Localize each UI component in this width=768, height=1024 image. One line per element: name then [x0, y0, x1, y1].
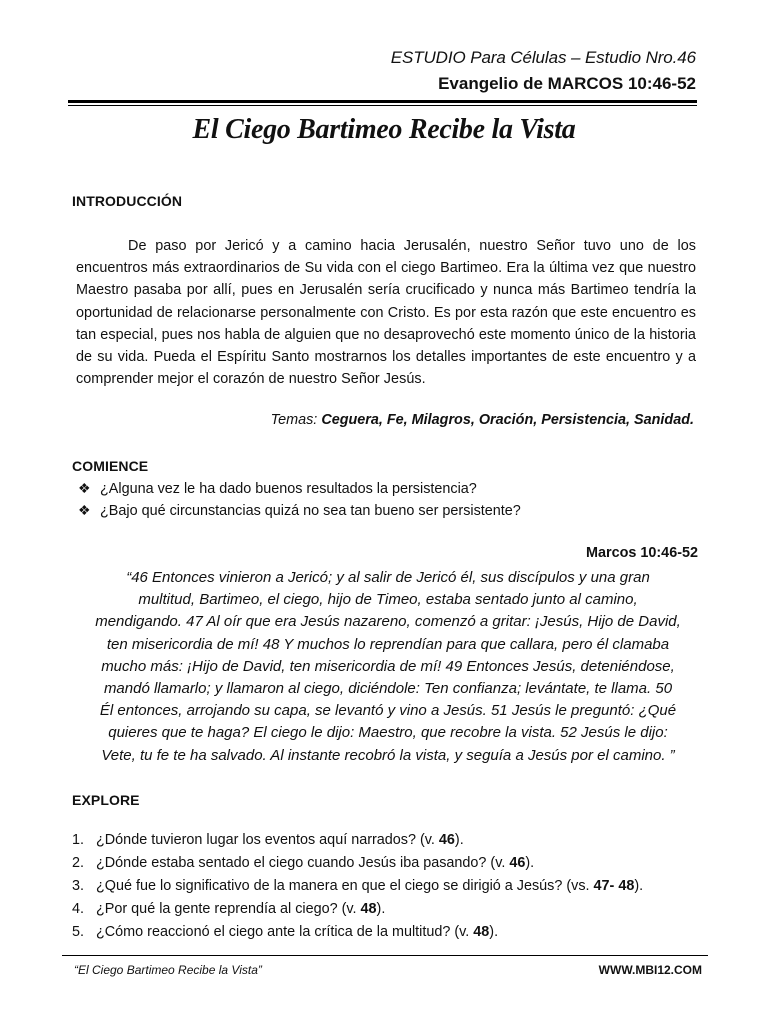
- begin-item-text: ¿Alguna vez le ha dado buenos resultados la persistencia?: [100, 480, 477, 497]
- scripture-line: Él entonces, arrojando su capa, se levantó y vino a Jesús. 51 Jesús le preguntó: ¿Qué: [99, 702, 677, 720]
- scripture-passage: [76, 567, 700, 767]
- question-number: 3.: [72, 878, 85, 894]
- scripture-line: ten misericordia de mí! 48 Y muchos lo reprendían para que callara, pero él clamaba: [106, 635, 670, 653]
- explore-question: [72, 855, 534, 871]
- scripture-reference: Marcos 10:46-52: [586, 545, 698, 561]
- header-rule-thin: [68, 105, 697, 106]
- footer-website: WWW.MBI12.COM: [598, 963, 702, 977]
- question-text: ¿Dónde tuvieron lugar los eventos aquí narrados? (v. 46).: [96, 832, 464, 848]
- header-rule-thick: [68, 100, 697, 103]
- study-series: ESTUDIO Para Células – Estudio Nro.46: [390, 48, 696, 67]
- verse-ref: 48: [473, 924, 490, 940]
- begin-item: [78, 480, 477, 497]
- themes-label: Temas:: [270, 412, 318, 428]
- question-number: 4.: [72, 901, 85, 917]
- scripture-line: mucho más: ¡Hijo de David, ten misericordia de mí! 49 Entonces Jesús, deteniéndose,: [101, 657, 675, 675]
- begin-item: [78, 502, 521, 519]
- question-number: 1.: [72, 832, 85, 848]
- scripture-line: “46 Entonces vinieron a Jericó; y al salir de Jericó él, sus discípulos y una gran: [126, 569, 650, 586]
- diamond-bullet-icon: ❖: [78, 480, 91, 496]
- scripture-line: Vete, tu fe te ha salvado. Al instante recobró la vista, y seguía a Jesús por el camino. ”: [101, 746, 675, 764]
- verse-ref: 46: [509, 855, 526, 871]
- question-text: ¿Cómo reaccionó el ciego ante la crítica de la multitud? (v. 48).: [96, 924, 499, 940]
- diamond-bullet-icon: ❖: [78, 502, 91, 518]
- themes-list: Ceguera, Fe, Milagros, Oración, Persistencia, Sanidad.: [321, 412, 694, 428]
- footer-title: “El Ciego Bartimeo Recibe la Vista”: [74, 963, 262, 977]
- introduction-heading: INTRODUCCIÓN: [72, 193, 183, 209]
- question-number: 2.: [72, 855, 85, 871]
- scripture-line: mendigando. 47 Al oír que era Jesús nazareno, comenzó a gritar: ¡Jesús, Hijo de David,: [95, 613, 681, 631]
- scripture-line: mandó llamarlo; y llamaron al ciego, diciéndole: Ten confianza; levántate, te llama. 50: [103, 680, 673, 698]
- scripture-line: multitud, Bartimeo, el ciego, hijo de Timeo, estaba sentado junto al camino,: [138, 591, 638, 609]
- gospel-reference: Evangelio de MARCOS 10:46-52: [438, 74, 696, 93]
- verse-ref: 47- 48: [593, 878, 635, 894]
- question-text: ¿Qué fue lo significativo de la manera en que el ciego se dirigió a Jesús? (vs. 47- 48).: [96, 878, 644, 894]
- verse-ref: 48: [360, 901, 377, 917]
- themes-line: [271, 412, 694, 428]
- page-title: El Ciego Bartimeo Recibe la Vista: [192, 114, 576, 145]
- begin-heading: COMIENCE: [72, 458, 149, 474]
- footer-rule: [62, 955, 708, 956]
- verse-ref: 46: [438, 832, 455, 848]
- explore-question: [72, 901, 385, 917]
- question-number: 5.: [72, 924, 85, 940]
- explore-question: [72, 924, 498, 940]
- explore-question: [72, 878, 643, 894]
- explore-question: [72, 832, 464, 848]
- question-text: ¿Por qué la gente reprendía al ciego? (v. 48).: [96, 901, 386, 917]
- question-text: ¿Dónde estaba sentado el ciego cuando Jesús iba pasando? (v. 46).: [96, 855, 535, 871]
- scripture-line: quieres que te haga? El ciego le dijo: Maestro, que recobre la vista. 52 Jesús le dijo:: [108, 724, 668, 742]
- introduction-text: De paso por Jericó y a camino hacia Jerusalén, nuestro Señor tuvo uno de los encuentros más extraordinarios de Su vida con el ciego Bartimeo. Era la última vez que nuestro Maestro pasaba por allí, pues en Jerusalén sería crucificado y nunca más Bartimeo tendría la oportunidad de relacionarse personalmente con Cristo. Es por esta razón que este encuentro es tan especial, pues nos habla de alguien que no desaprovechó este momento único de la historia de su vida. Pueda el Espíritu Santo mostrarnos los detalles importantes de este encuentro y a comprender mejor el corazón de nuestro Señor Jesús.: [76, 238, 696, 388]
- begin-item-text: ¿Bajo qué circunstancias quizá no sea tan bueno ser persistente?: [100, 502, 521, 519]
- explore-heading: EXPLORE: [72, 792, 140, 808]
